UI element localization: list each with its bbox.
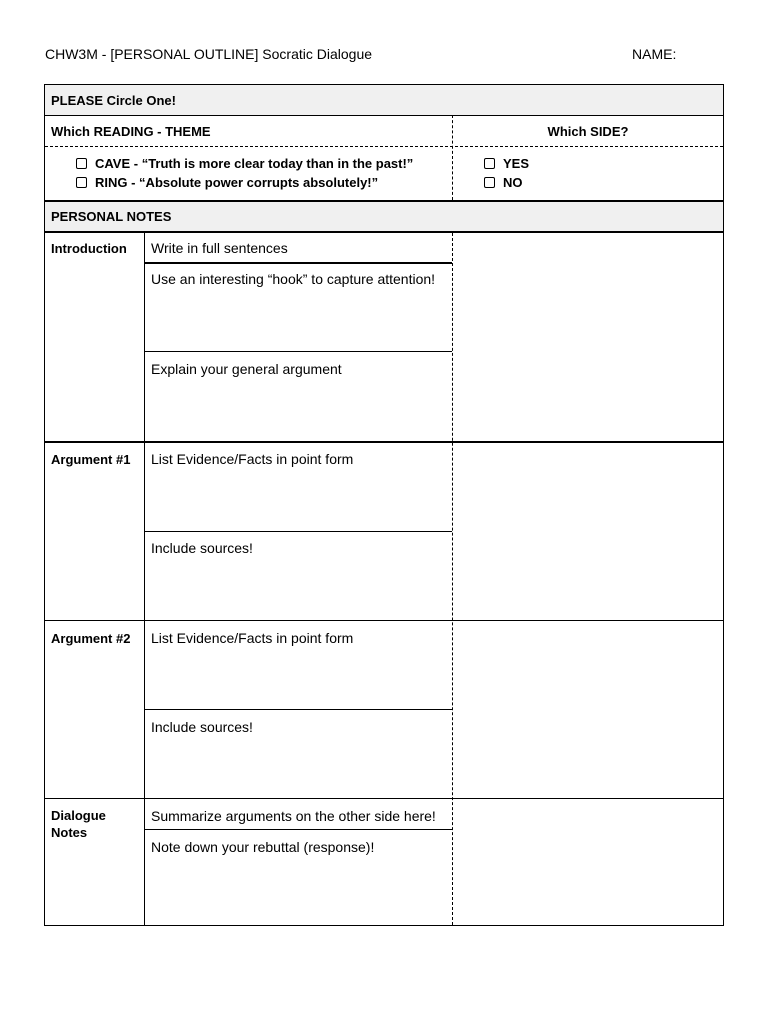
reading-option-ring[interactable] — [76, 173, 413, 192]
side-header: Which SIDE? — [547, 123, 629, 139]
divider — [145, 531, 452, 532]
arg1-prompt-sources: Include sources! — [151, 540, 253, 556]
reading-option-cave[interactable] — [76, 154, 413, 173]
section-label-argument-1: Argument #1 — [51, 452, 131, 467]
intro-prompt-sentences: Write in full sentences — [151, 240, 288, 256]
side-option-label: NO — [503, 175, 523, 190]
arg1-prompt-evidence: List Evidence/Facts in point form — [151, 451, 354, 467]
divider — [452, 115, 453, 200]
divider — [45, 231, 723, 233]
reading-option-label: CAVE - “Truth is more clear today than in the past!” — [95, 156, 414, 171]
section-label-dialogue-notes: Dialogue Notes — [51, 808, 106, 840]
divider — [45, 441, 723, 443]
divider — [45, 146, 723, 147]
checkbox-icon[interactable] — [76, 158, 87, 169]
checkbox-icon[interactable] — [484, 158, 495, 169]
reading-options — [76, 154, 413, 192]
checkbox-icon[interactable] — [484, 177, 495, 188]
name-label: NAME: — [632, 46, 677, 62]
divider — [452, 233, 453, 925]
side-option-yes[interactable] — [484, 154, 529, 173]
document-title: CHW3M - [PERSONAL OUTLINE] Socratic Dialogue — [45, 46, 373, 62]
divider — [145, 262, 452, 264]
circle-prompt: PLEASE Circle One! — [51, 92, 176, 108]
divider — [145, 709, 452, 710]
checkbox-icon[interactable] — [76, 177, 87, 188]
personal-notes-bar — [45, 202, 723, 231]
reading-theme-header: Which READING - THEME — [51, 123, 211, 139]
divider — [144, 233, 145, 925]
divider — [145, 351, 452, 352]
intro-prompt-hook: Use an interesting “hook” to capture attention! — [151, 271, 436, 287]
side-options — [484, 154, 529, 192]
dialogue-prompt-rebuttal: Note down your rebuttal (response)! — [151, 839, 375, 855]
personal-notes-header: PERSONAL NOTES — [51, 209, 172, 224]
divider — [45, 798, 723, 799]
side-option-label: YES — [503, 156, 530, 171]
outline-form — [44, 84, 724, 926]
dialogue-prompt-summarize: Summarize arguments on the other side here! — [151, 808, 436, 824]
circle-prompt-bar — [45, 85, 723, 115]
divider — [145, 829, 452, 830]
section-label-introduction: Introduction — [51, 241, 127, 256]
intro-prompt-argument: Explain your general argument — [151, 361, 342, 377]
arg2-prompt-evidence: List Evidence/Facts in point form — [151, 630, 354, 646]
arg2-prompt-sources: Include sources! — [151, 719, 253, 735]
section-label-argument-2: Argument #2 — [51, 631, 131, 646]
reading-option-label: RING - “Absolute power corrupts absolutely!” — [95, 175, 379, 190]
side-option-no[interactable] — [484, 173, 529, 192]
divider — [45, 620, 723, 621]
